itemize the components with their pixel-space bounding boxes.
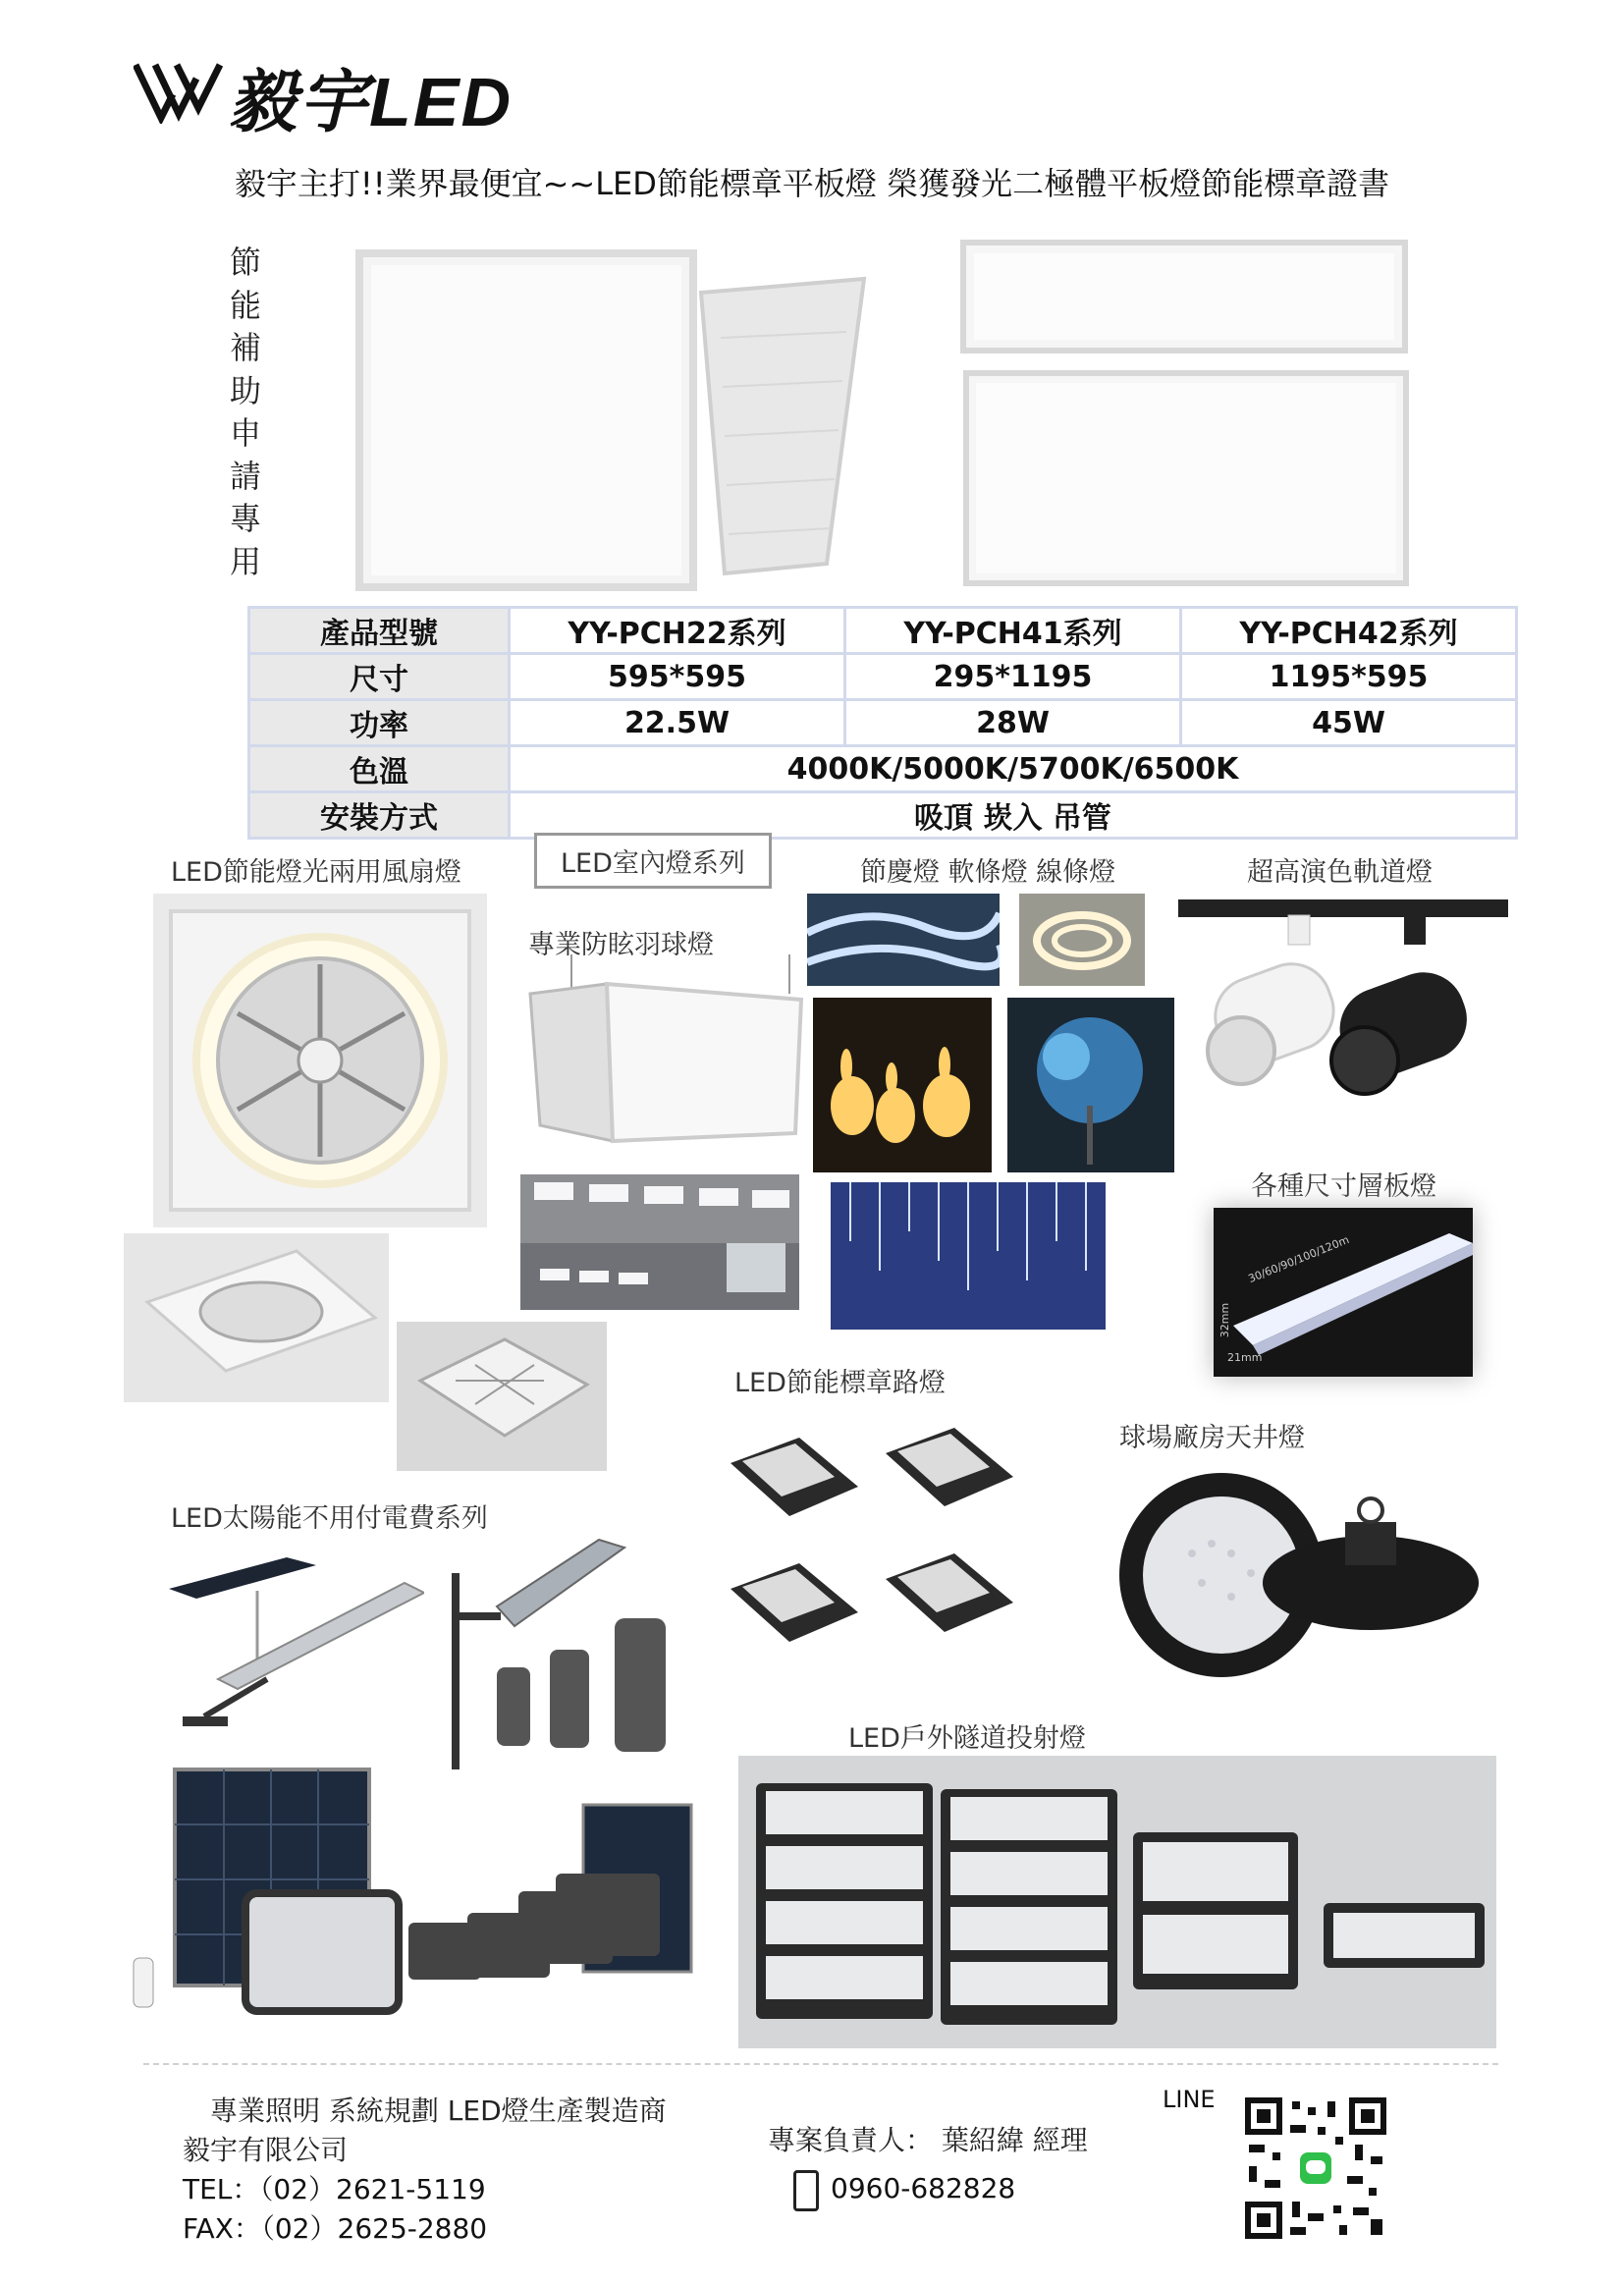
footer-mobile: 0960-682828	[831, 2172, 1016, 2204]
vertical-char: 節	[229, 244, 261, 281]
category-fan-light: LED節能燈光兩用風扇燈	[171, 857, 461, 888]
category-indoor: LED室內燈系列	[534, 833, 772, 889]
row-header: 尺寸	[249, 654, 510, 700]
spec-table	[247, 606, 1518, 840]
category-festive: 節慶燈 軟條燈 線條燈	[860, 857, 1116, 888]
vertical-char: 能	[229, 286, 261, 324]
shelf-light-image	[1214, 1208, 1473, 1377]
vertical-char: 用	[229, 542, 261, 580]
solar-street-light-image	[159, 1532, 424, 1740]
table-row	[249, 654, 1517, 700]
table-cell: 22.5W	[510, 700, 845, 746]
fan-cover-image	[397, 1322, 607, 1471]
row-header: 功率	[249, 700, 510, 746]
highbay-light-image	[1113, 1465, 1483, 1683]
solar-integrated-light-image	[442, 1534, 674, 1783]
mobile-phone-icon	[793, 2170, 819, 2211]
fan-light-side-image	[124, 1233, 389, 1402]
festive-coil-image	[1019, 894, 1145, 986]
shelf-dim-height: 32mm	[1218, 1302, 1232, 1338]
festive-tree-image	[1007, 998, 1174, 1172]
footer-tel: TEL：（02）2621-5119	[183, 2173, 486, 2205]
shelf-dim-width: 21mm	[1227, 1351, 1263, 1364]
footer-fax: FAX：（02）2625-2880	[183, 2212, 488, 2245]
footer-line-label: LINE	[1163, 2086, 1216, 2113]
street-light-image	[727, 1424, 1037, 1671]
table-cell: 28W	[845, 700, 1181, 746]
category-highbay: 球場廠房天井燈	[1119, 1423, 1305, 1453]
brand-logo-mark	[134, 59, 232, 124]
badminton-light-image	[524, 954, 803, 1147]
category-solar: LED太陽能不用付電費系列	[171, 1503, 488, 1534]
solar-flood-light-image	[124, 1766, 699, 2017]
footer-contact: 專案負責人： 葉紹緯 經理	[768, 2124, 1088, 2156]
table-cell: YY-PCH42系列	[1181, 608, 1517, 654]
shelf-dim-lengths: 30/60/90/100/120m	[1246, 1232, 1351, 1286]
panel-light-square-image	[355, 249, 876, 593]
table-cell: YY-PCH41系列	[845, 608, 1181, 654]
table-cell: 1195*595	[1181, 654, 1517, 700]
table-row	[249, 608, 1517, 654]
indoor-install-image	[520, 1174, 799, 1310]
footer-divider	[143, 2063, 1498, 2065]
table-cell: 595*595	[510, 654, 845, 700]
headline: 毅宇主打!!業界最便宜~~LED節能標章平板燈 榮獲發光二極體平板燈節能標章證書	[234, 165, 1390, 202]
row-header: 產品型號	[249, 608, 510, 654]
table-cell-merged: 4000K/5000K/5700K/6500K	[510, 746, 1517, 792]
vertical-char: 申	[229, 414, 261, 452]
festive-icicle-image	[831, 1182, 1106, 1330]
row-header: 安裝方式	[249, 792, 510, 839]
festive-rabbit-image	[813, 998, 992, 1172]
category-track: 超高演色軌道燈	[1247, 857, 1433, 888]
vertical-char: 請	[229, 457, 261, 495]
row-header: 色溫	[249, 746, 510, 792]
table-cell: 45W	[1181, 700, 1517, 746]
festive-strip-image	[807, 894, 1000, 986]
track-light-image	[1178, 892, 1508, 1121]
brand-logo-text: 毅宇LED	[228, 64, 513, 140]
table-cell-merged: 吸頂 崁入 吊管	[510, 792, 1517, 839]
footer-slogan: 專業照明 系統規劃 LED燈生產製造商	[210, 2095, 667, 2127]
table-row	[249, 746, 1517, 792]
category-street: LED節能標章路燈	[734, 1368, 946, 1398]
table-cell: 295*1195	[845, 654, 1181, 700]
vertical-char: 助	[229, 371, 261, 409]
tunnel-light-image	[738, 1756, 1496, 2048]
table-row	[249, 700, 1517, 746]
vertical-char: 補	[229, 329, 261, 366]
table-cell: YY-PCH22系列	[510, 608, 845, 654]
category-tunnel: LED戶外隧道投射燈	[848, 1723, 1086, 1754]
footer-company: 毅宇有限公司	[183, 2134, 349, 2166]
category-shelf: 各種尺寸層板燈	[1251, 1171, 1436, 1202]
line-qr-code-icon[interactable]	[1245, 2097, 1386, 2239]
table-row	[249, 792, 1517, 839]
fan-light-image	[153, 894, 487, 1227]
category-badminton: 專業防眩羽球燈	[528, 930, 714, 960]
vertical-label	[226, 242, 265, 583]
vertical-char: 專	[229, 500, 261, 537]
panel-light-rect-image	[960, 240, 1412, 593]
